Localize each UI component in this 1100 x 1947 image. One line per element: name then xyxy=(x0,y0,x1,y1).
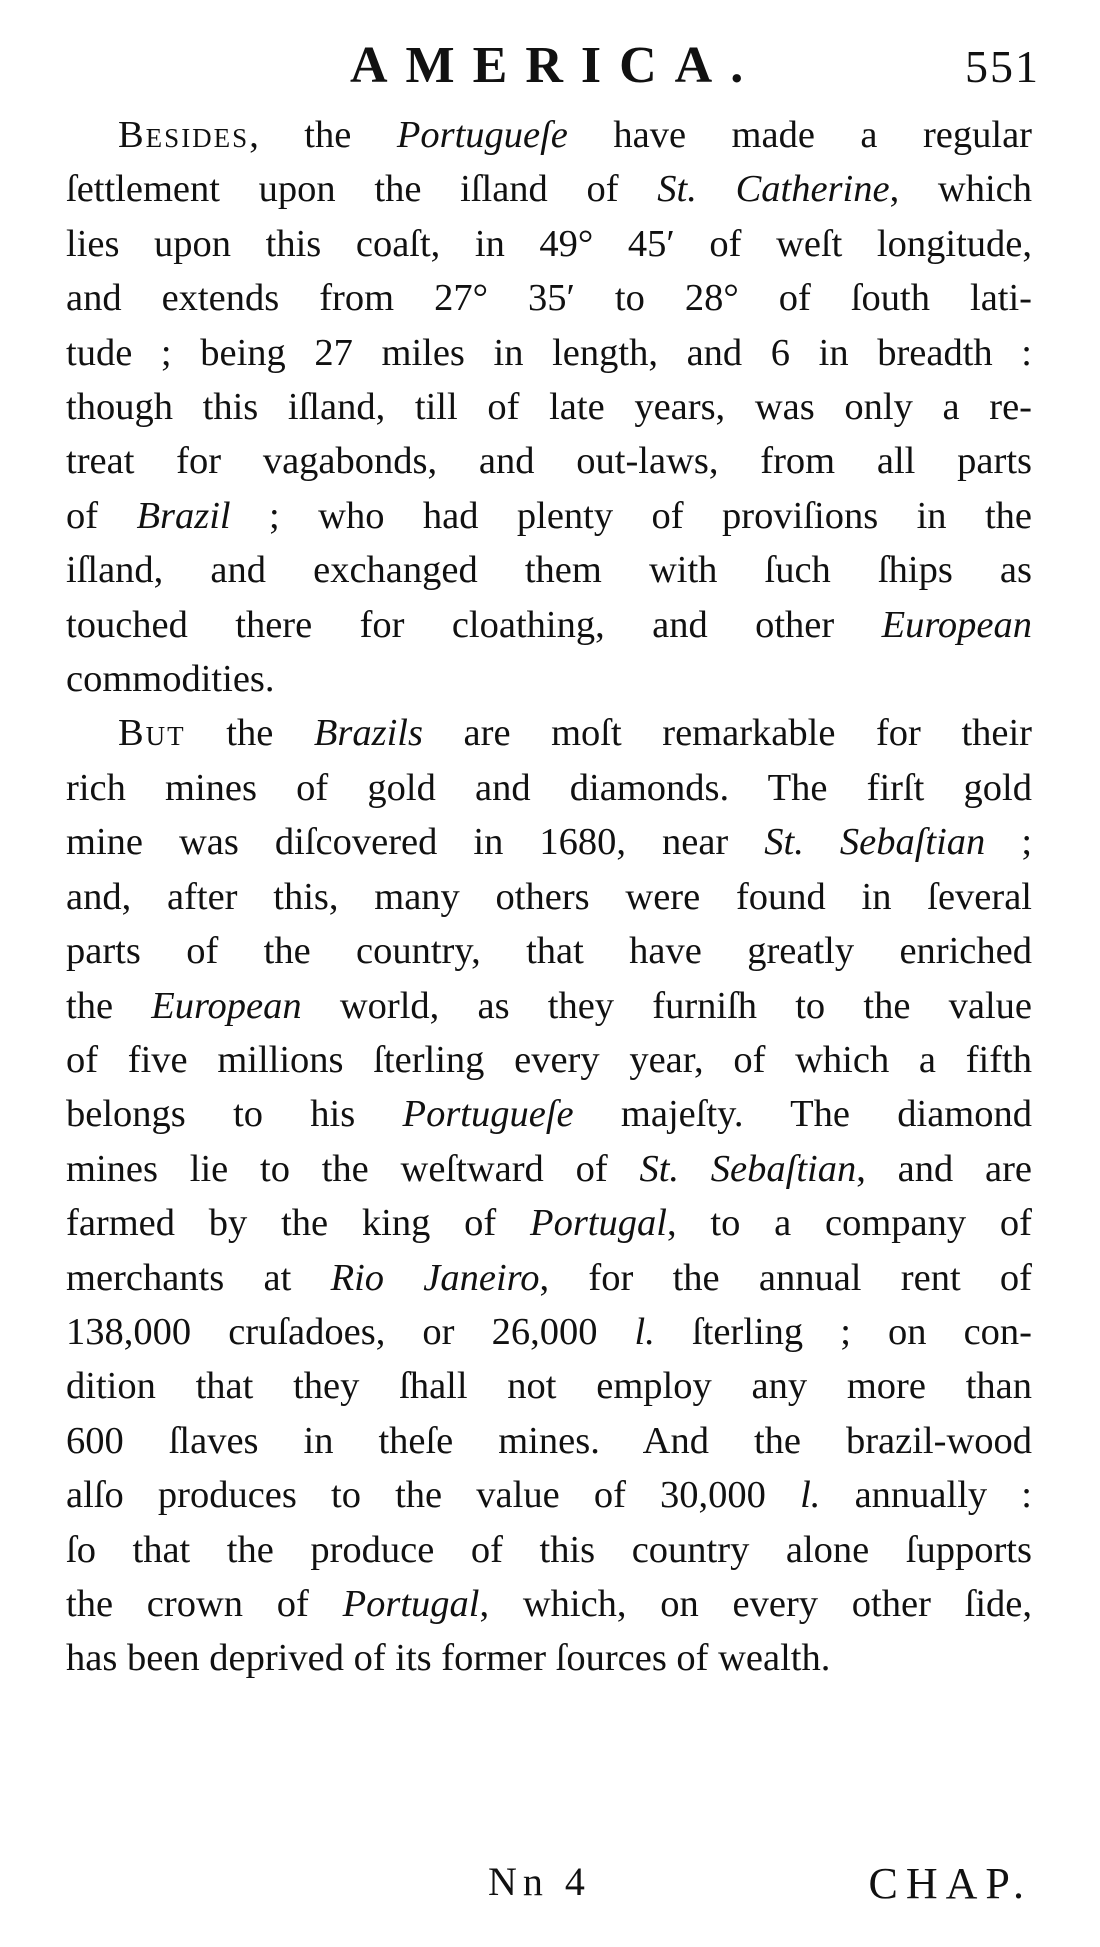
text-line: mine was diſcovered in 1680, near St. Sebaſtian ; xyxy=(66,821,1033,864)
text-line: and, after this, many others were found in ſeveral xyxy=(66,875,1032,918)
text-line: though this iſland, till of late years, was only a re- xyxy=(66,386,1032,429)
text-line: belongs to his Portugueſe majeſty. The diamond xyxy=(66,1093,1032,1136)
text-line: iſland, and exchanged them with ſuch ſhips as xyxy=(66,549,1032,592)
text-line: But the Brazils are moſt remarkable for their xyxy=(118,712,1032,755)
text-line: alſo produces to the value of 30,000 l. annually : xyxy=(66,1474,1032,1517)
catchword: CHAP. xyxy=(868,1859,1032,1908)
text-line: ſo that the produce of this country alone ſupports xyxy=(66,1528,1032,1571)
text-line: commodities. xyxy=(66,658,275,701)
text-line: of Brazil ; who had plenty of proviſions in the xyxy=(66,494,1033,537)
text-line: Besides, the Portugueſe have made a regular xyxy=(118,114,1032,156)
text-line: the European world, as they furniſh to the value xyxy=(66,984,1032,1027)
page-footer xyxy=(60,1858,1040,1918)
page-header xyxy=(60,30,1040,100)
paragraph-1 xyxy=(66,108,1032,706)
text-line: merchants at Rio Janeiro, for the annual rent of xyxy=(66,1256,1032,1299)
paragraph-2 xyxy=(66,706,1032,1685)
text-line: touched there for cloathing, and other European xyxy=(66,603,1032,646)
signature-mark: Nn 4 xyxy=(488,1859,591,1904)
page-number: 551 xyxy=(965,41,1040,92)
text-line: 600 ſlaves in theſe mines. And the brazil-wood xyxy=(66,1419,1032,1462)
text-line: treat for vagabonds, and out-laws, from all parts xyxy=(66,440,1032,483)
text-line: ſettlement upon the iſland of St. Catherine, which xyxy=(66,168,1032,211)
text-line: and extends from 27° 35′ to 28° of ſouth lati- xyxy=(66,277,1032,320)
text-line: tude ; being 27 miles in length, and 6 in breadth : xyxy=(66,331,1032,374)
text-line: lies upon this coaſt, in 49° 45′ of weſt longitude, xyxy=(66,222,1032,265)
running-title: AMERICA. xyxy=(350,37,762,94)
text-line: of five millions ſterling every year, of which a fifth xyxy=(66,1038,1032,1081)
text-line: farmed by the king of Portugal, to a company of xyxy=(66,1202,1032,1245)
text-line: dition that they ſhall not employ any more than xyxy=(66,1365,1032,1408)
text-line: parts of the country, that have greatly enriched xyxy=(66,930,1032,973)
text-line: 138,000 cruſadoes, or 26,000 l. ſterling ; on con- xyxy=(66,1310,1032,1353)
text-line: the crown of Portugal, which, on every other ſide, xyxy=(66,1582,1032,1625)
text-line: rich mines of gold and diamonds. The firſt gold xyxy=(66,766,1032,809)
body-text xyxy=(66,108,1032,1686)
text-line: mines lie to the weſtward of St. Sebaſtian, and are xyxy=(66,1147,1032,1190)
text-line: has been deprived of its former ſources of wealth. xyxy=(66,1637,831,1680)
